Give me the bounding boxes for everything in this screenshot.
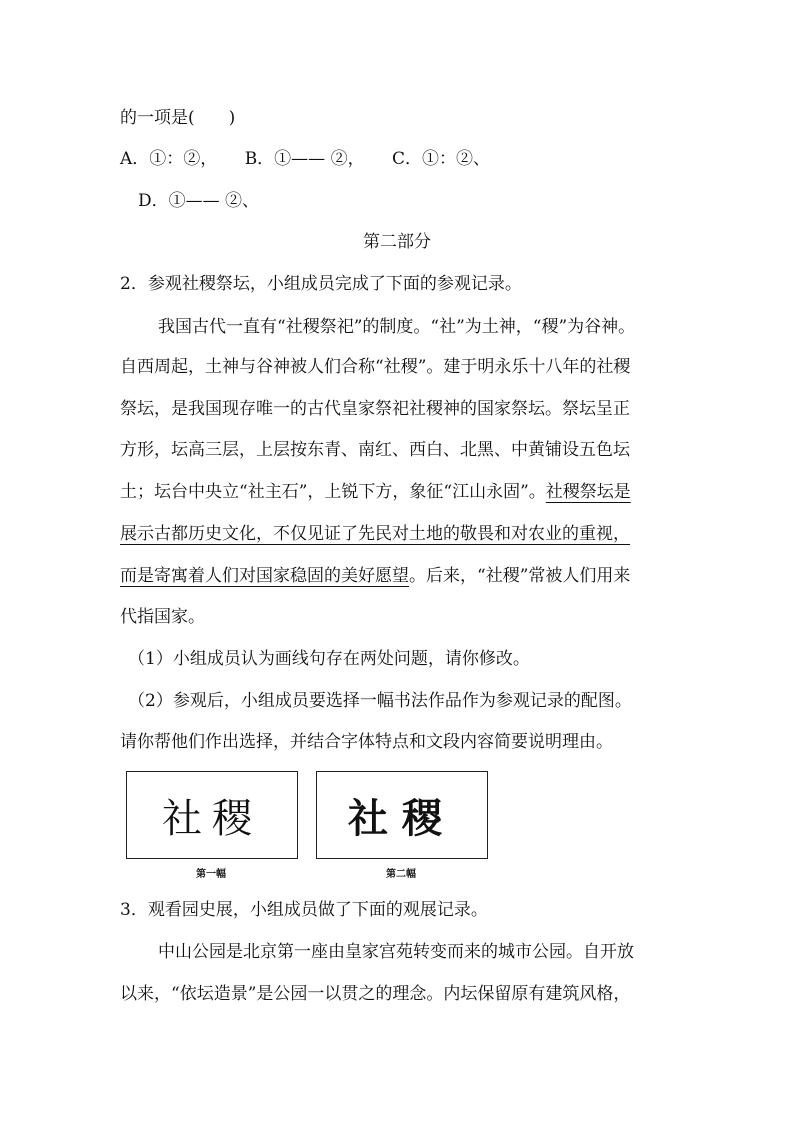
option-a: A．①：②， [120, 149, 218, 169]
section-title: 第二部分 [363, 232, 431, 252]
underlined-sentence-part-1: 社稷祭坛是 [545, 482, 631, 502]
q2-para-line-7-plain: 。后来，“社稷”常被人们用来 [409, 566, 631, 586]
q2-para-line-7 [120, 564, 700, 588]
q2-para-line-1: 我国古代一直有“社稷祭祀”的制度。“社”为土神，“稷”为谷神。 [158, 317, 636, 337]
calligraphy-seal-script-text: 社稷 [162, 795, 262, 842]
calligraphy-figure-1 [126, 771, 298, 859]
figure-2-caption: 第二幅 [386, 869, 416, 880]
option-b: B．①—— ②， [244, 149, 365, 169]
option-c: C．①：②、 [392, 149, 491, 169]
underlined-sentence-part-3: 而是寄寓着人们对国家稳固的美好愿望 [120, 566, 409, 586]
q2-para-line-5 [120, 480, 700, 504]
figure-1-caption: 第一幅 [196, 869, 226, 880]
q3-title: 3．观看园史展，小组成员做了下面的观展记录。 [120, 900, 488, 920]
calligraphy-figure-2 [316, 771, 488, 859]
q2-subquestion-1: （1）小组成员认为画线句存在两处问题，请你修改。 [128, 649, 530, 669]
q1-stem-tail: 的一项是( ) [120, 108, 236, 128]
q2-para-line-8: 代指国家。 [120, 607, 205, 627]
q2-para-line-2: 自西周起，土神与谷神被人们合称“社稷”。建于明永乐十八年的社稷 [120, 357, 631, 377]
q2-subquestion-2-cont: 请你帮他们作出选择，并结合字体特点和文段内容简要说明理由。 [120, 732, 613, 752]
calligraphy-regular-script-text: 社稷 [348, 794, 456, 842]
q1-options-row [120, 147, 700, 171]
q2-title: 2．参观社稷祭坛，小组成员完成了下面的参观记录。 [120, 274, 522, 294]
q2-para-line-3: 祭坛，是我国现存唯一的古代皇家祭祀社稷神的国家祭坛。祭坛呈正 [120, 399, 630, 419]
q2-para-line-4: 方形，坛高三层，上层按东青、南红、西白、北黑、中黄铺设五色坛 [120, 440, 630, 460]
q2-para-line-5-plain: 土；坛台中央立“社主石”，上锐下方，象征“江山永固”。 [120, 482, 546, 502]
option-d: D．①—— ②、 [138, 191, 260, 211]
q3-para-line-1: 中山公园是北京第一座由皇家宫苑转变而来的城市公园。自开放 [158, 942, 634, 962]
underlined-sentence-part-2: 展示古都历史文化，不仅见证了先民对土地的敬畏和对农业的重视， [120, 524, 630, 544]
q2-subquestion-2: （2）参观后，小组成员要选择一幅书法作品作为参观记录的配图。 [128, 691, 632, 711]
q3-para-line-2: 以来，“依坛造景”是公园一以贯之的理念。内坛保留原有建筑风格， [120, 984, 631, 1004]
